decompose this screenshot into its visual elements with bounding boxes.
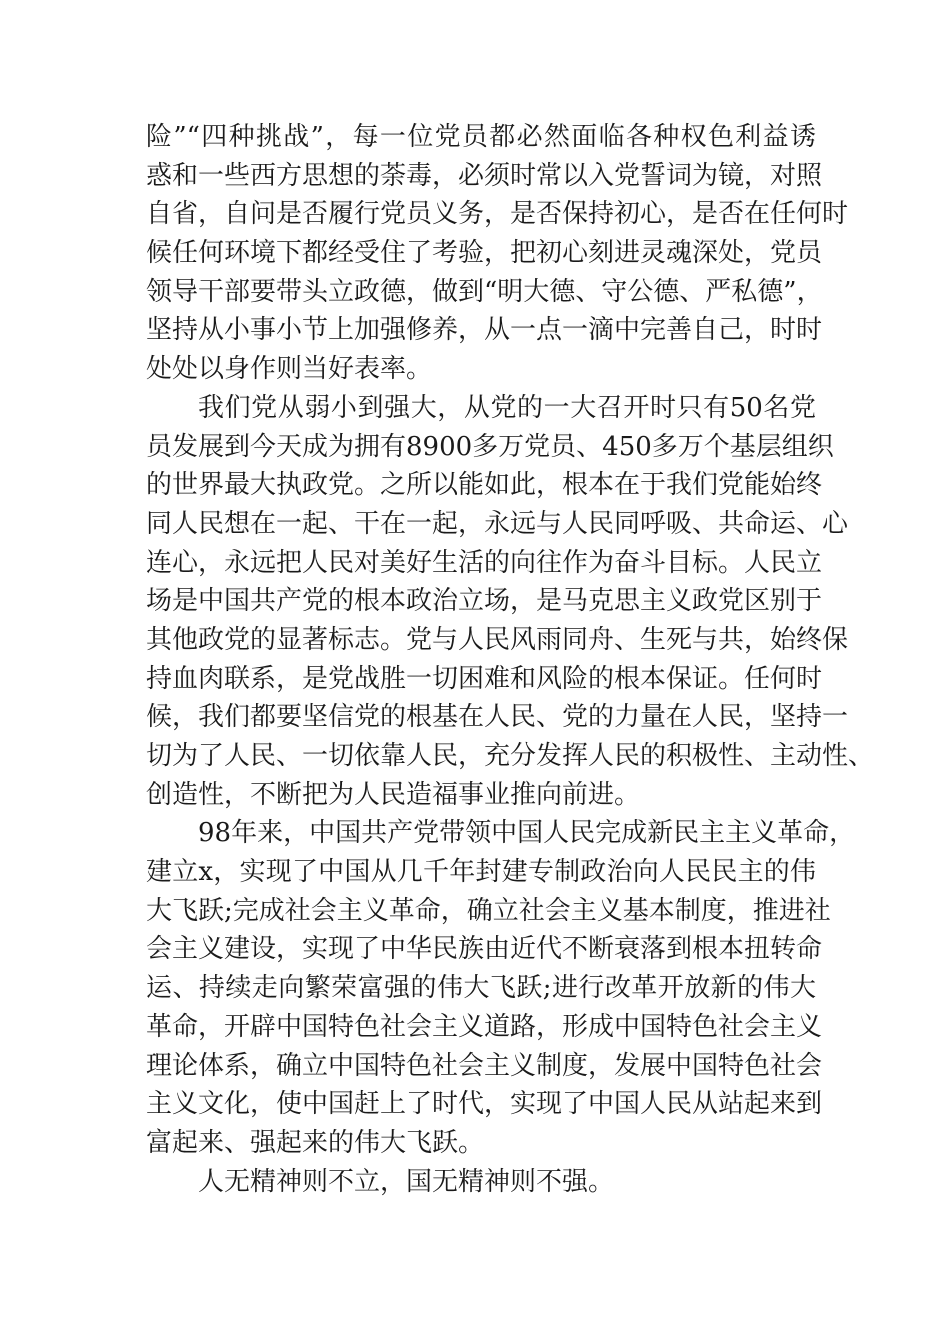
text-line: 候任何环境下都经受住了考验，把初心刻进灵魂深处，党员: [146, 238, 823, 269]
text-line: 理论体系，确立中国特色社会主义制度，发展中国特色社会: [146, 1050, 823, 1081]
text-line: 富起来、强起来的伟大飞跃。: [146, 1127, 485, 1158]
text-line: 革命，开辟中国特色社会主义道路，形成中国特色社会主义: [146, 1011, 823, 1042]
text-line: 处处以身作则当好表率。: [146, 354, 433, 385]
text-line: 领导干部要带头立政德，做到“明大德、守公德、严私德”，: [146, 276, 823, 307]
text-line: 险”“四种挑战”，每一位党员都必然面临各种权色利益诱: [146, 122, 816, 152]
text-line: 会主义建设，实现了中华民族由近代不断衰落到根本扭转命: [146, 934, 823, 965]
text-line: 坚持从小事小节上加强修养，从一点一滴中完善自己，时时: [146, 315, 823, 346]
text-line: 场是中国共产党的根本政治立场，是马克思主义政党区别于: [146, 586, 823, 617]
text-line: 创造性，不断把为人民造福事业推向前进。: [146, 779, 641, 810]
text-line: 人无精神则不立，国无精神则不强。: [198, 1166, 615, 1197]
text-line: 持血肉联系，是党战胜一切困难和风险的根本保证。任何时: [146, 663, 823, 694]
text-line: 连心，永远把人民对美好生活的向往作为奋斗目标。人民立: [146, 547, 823, 578]
text-line: 我们党从弱小到强大，从党的一大召开时只有50名党: [198, 392, 816, 423]
text-line: 员发展到今天成为拥有8900多万党员、450多万个基层组织: [146, 431, 834, 462]
text-line: 98年来，中国共产党带领中国人民完成新民主主义革命，: [198, 818, 856, 849]
document-body: [146, 118, 875, 1201]
text-line: 大飞跃;完成社会主义革命，确立社会主义基本制度，推进社: [146, 895, 831, 926]
text-line: 同人民想在一起、干在一起，永远与人民同呼吸、共命运、心: [146, 508, 849, 539]
text-line: 主义文化，使中国赶上了时代，实现了中国人民从站起来到: [146, 1089, 823, 1120]
text-line: 建立x，实现了中国从几千年封建专制政治向人民民主的伟: [146, 857, 816, 888]
text-line: 运、持续走向繁荣富强的伟大飞跃;进行改革开放新的伟大: [146, 973, 816, 1004]
text-line: 切为了人民、一切依靠人民，充分发挥人民的积极性、主动性、: [146, 741, 875, 771]
text-line: 惑和一些西方思想的荼毒，必须时常以入党誓词为镜，对照: [146, 160, 823, 191]
text-line: 候，我们都要坚信党的根基在人民、党的力量在人民，坚持一: [146, 702, 849, 733]
text-line: 其他政党的显著标志。党与人民风雨同舟、生死与共，始终保: [146, 624, 849, 655]
text-line: 的世界最大执政党。之所以能如此，根本在于我们党能始终: [146, 470, 823, 501]
text-line: 自省，自问是否履行党员义务，是否保持初心，是否在任何时: [146, 199, 849, 230]
